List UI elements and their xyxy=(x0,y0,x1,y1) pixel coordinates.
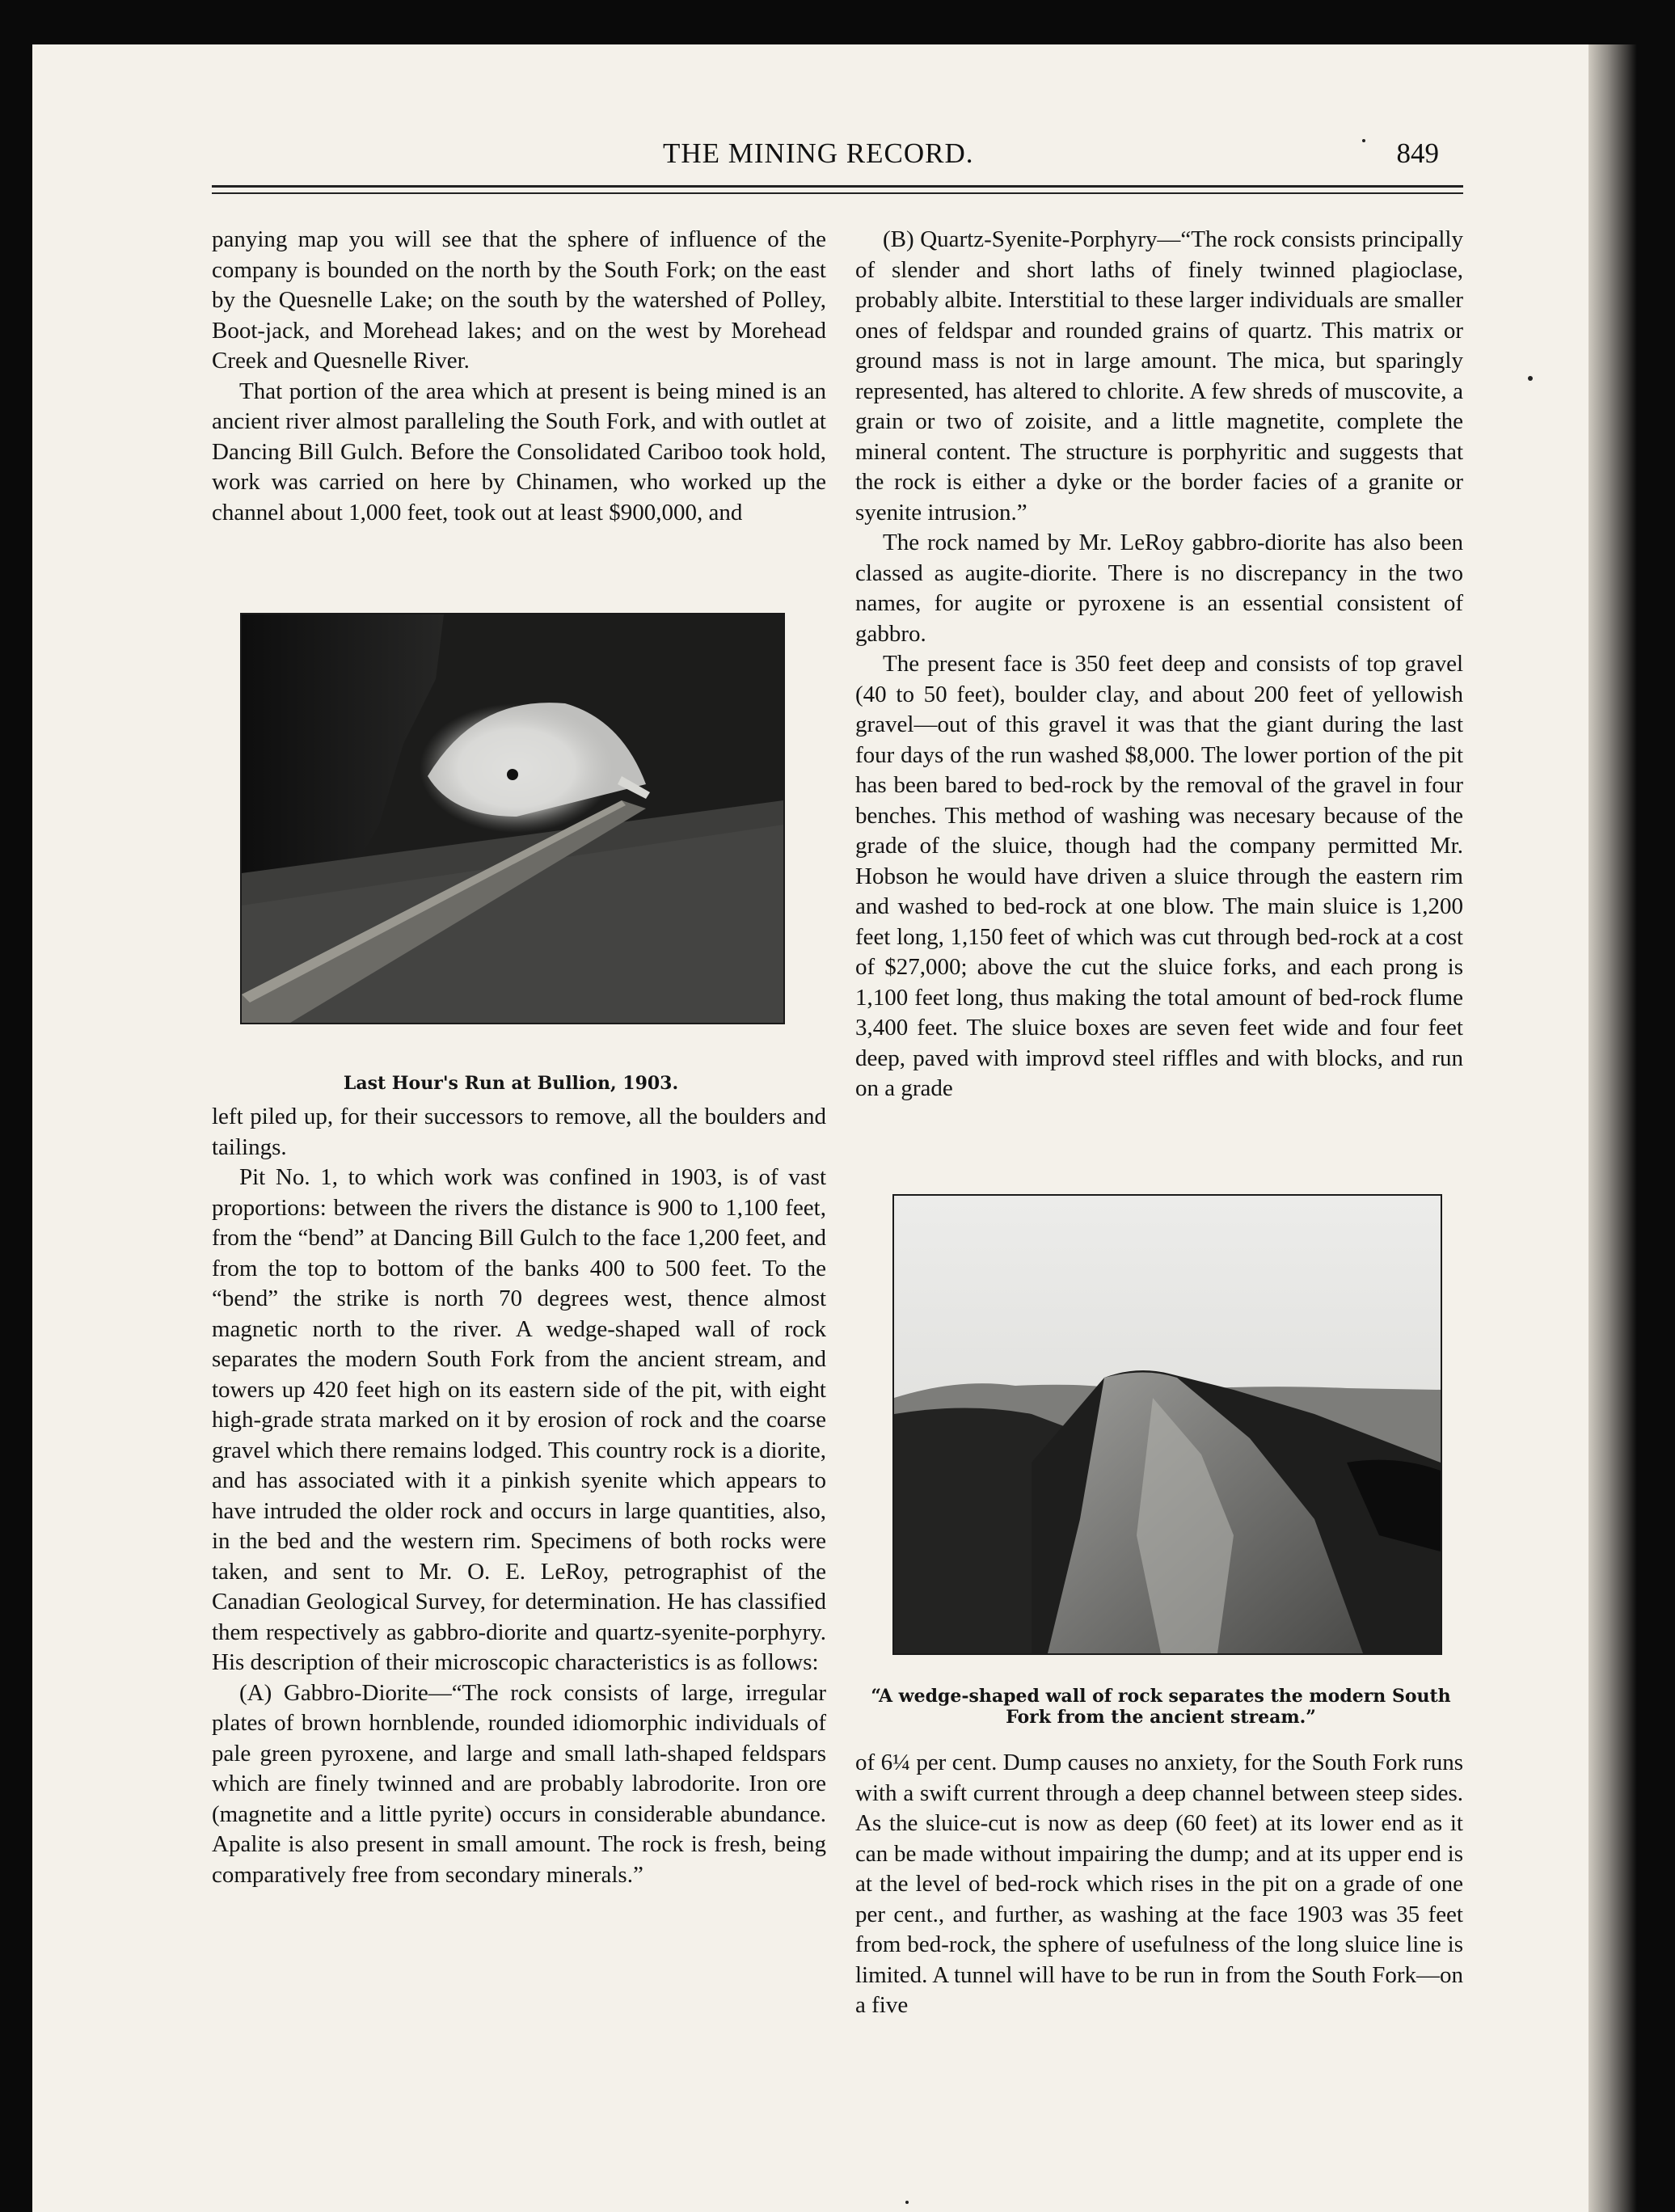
paragraph: (A) Gabbro-Diorite—“The rock consists of large, irregular plates of brown hornblende, rounded idiomorphic individuals of pale green pyroxene, and large and small lath-shaped feldspars which are finely twinned and are probably labrodorite. Iron ore (magnetite and a little pyrite) occurs in considerable abundance. Apalite is also present in small amount. The rock is fresh, being comparatively free from secondary minerals.” xyxy=(212,1679,826,1888)
paragraph: left piled up, for their successors to remove, all the boulders and tailings. xyxy=(212,1104,826,1160)
paragraph: of 6¼ per cent. Dump causes no anxiety, for the South Fork runs with a swift current through a deep channel between steep sides. As the sluice-cut is now as deep (60 feet) at its lower end as it can be made without impairing the dump; and at its upper end is at the level of bed-rock which rises in the pit on a grade of one per cent., and further, as washing at the face 1903 was 35 feet from bed-rock, the sphere of usefulness of the long sluice line is limited. A tunnel will have to be run in from the South Fork—on a five xyxy=(855,1750,1463,2018)
header-rule-double xyxy=(212,192,1463,194)
figure-caption: Last Hour's Run at Bullion, 1903. xyxy=(343,1073,679,1094)
print-speck xyxy=(1362,139,1365,142)
print-speck xyxy=(905,2201,909,2204)
paragraph: The rock named by Mr. LeRoy gabbro-diorite has also been classed as augite-diorite. There is no discrepancy in the two names, for augite or pyroxene is an essential consistent of gabbro. xyxy=(855,530,1463,647)
paragraph: The present face is 350 feet deep and consists of top gravel (40 to 50 feet), boulder clay, and about 200 feet of yellowish gravel—out of this gravel it was that the giant during the last four days of the run washed $8,000. The lower portion of the pit has been bared to bed-rock by the removal of the gravel in four benches. This method of washing was necesary because of the grade of the sluice, though had the company permitted Mr. Hobson he would have driven a sluice through the eastern rim and washed to bed-rock at one blow. The main sluice is 1,200 feet long, 1,150 feet of which was cut through bed-rock at a cost of $27,000; above the cut the sluice forks, and each prong is 1,100 feet long, thus making the total amount of bed-rock flume 3,400 feet. The sluice boxes are seven feet wide and four feet deep, paved with improvd steel riffles and with blocks, and run on a grade xyxy=(855,651,1463,1101)
photo-rock-wall-image xyxy=(894,1196,1441,1653)
left-column-bottom xyxy=(212,1102,826,1890)
page-number: 849 xyxy=(1396,137,1439,169)
figure-caption: “A wedge-shaped wall of rock separates the modern South Fork from the ancient stream.” xyxy=(871,1686,1451,1728)
paragraph: Pit No. 1, to which work was confined in 1903, is of vast proportions: between the rivers the distance is 900 to 1,100 feet, from the “bend” at Dancing Bill Gulch to the face 1,200 feet, and from the top to bottom of the banks 400 to 500 feet. To the “bend” the strike is north 70 degrees west, thence almost magnetic north to the river. A wedge-shaped wall of rock separates the modern South Fork from the ancient stream, and towers up 420 feet high on its eastern side of the pit, with eight high-grade strata marked on it by erosion of rock and the coarse gravel which there remains lodged. This country rock is a diorite, and has associated with it a pinkish syenite which appears to have intruded the older rock and occurs in large quantities, also, in the bed and the western rim. Specimens of both rocks were taken, and sent to Mr. O. E. LeRoy, petrographist of the Canadian Geological Survey, for determination. He has classified them respectively as gabbro-diorite and quartz-syenite-porphyry. His description of their microscopic characteristics is as follows: xyxy=(212,1164,826,1675)
photo-hydraulic-giant xyxy=(240,613,785,1024)
print-speck xyxy=(1528,376,1533,381)
right-column-bottom xyxy=(855,1748,1463,2021)
paragraph: panying map you will see that the sphere of influence of the company is bounded on the north by the South Fork; on the east by the Quesnelle Lake; on the south by the watershed of Polley, Boot-jack, and Morehead lakes; and on the west by Morehead Creek and Quesnelle River. xyxy=(212,226,826,374)
journal-title: THE MINING RECORD. xyxy=(663,137,974,169)
page-edge xyxy=(1589,44,1637,2212)
running-header xyxy=(210,137,1439,178)
paragraph: That portion of the area which at present is being mined is an ancient river almost paralleling the South Fork, and with outlet at Dancing Bill Gulch. Before the Consolidated Cariboo took hold, work was carried on here by Chinamen, who worked up the channel about 1,000 feet, took out at least $900,000, and xyxy=(212,378,826,526)
right-column-top xyxy=(855,225,1463,1104)
photo-rock-wall xyxy=(892,1194,1442,1655)
paragraph: (B) Quartz-Syenite-Porphyry—“The rock consists principally of slender and short laths of finely twinned plagioclase, probably albite. Interstitial to these larger individuals are smaller ones of feldspar and rounded grains of quartz. This matrix or ground mass is not in large amount. The mica, but sparingly represented, has altered to chlorite. A few shreds of muscovite, a grain or two of zoisite, and a little magnetite, complete the mineral content. The structure is porphyritic and suggests that the rock is either a dyke or the border facies of a granite or syenite intrusion.” xyxy=(855,226,1463,526)
left-column-top xyxy=(212,225,826,528)
header-rule xyxy=(212,185,1463,188)
photo-hydraulic-giant-image xyxy=(242,614,783,1023)
